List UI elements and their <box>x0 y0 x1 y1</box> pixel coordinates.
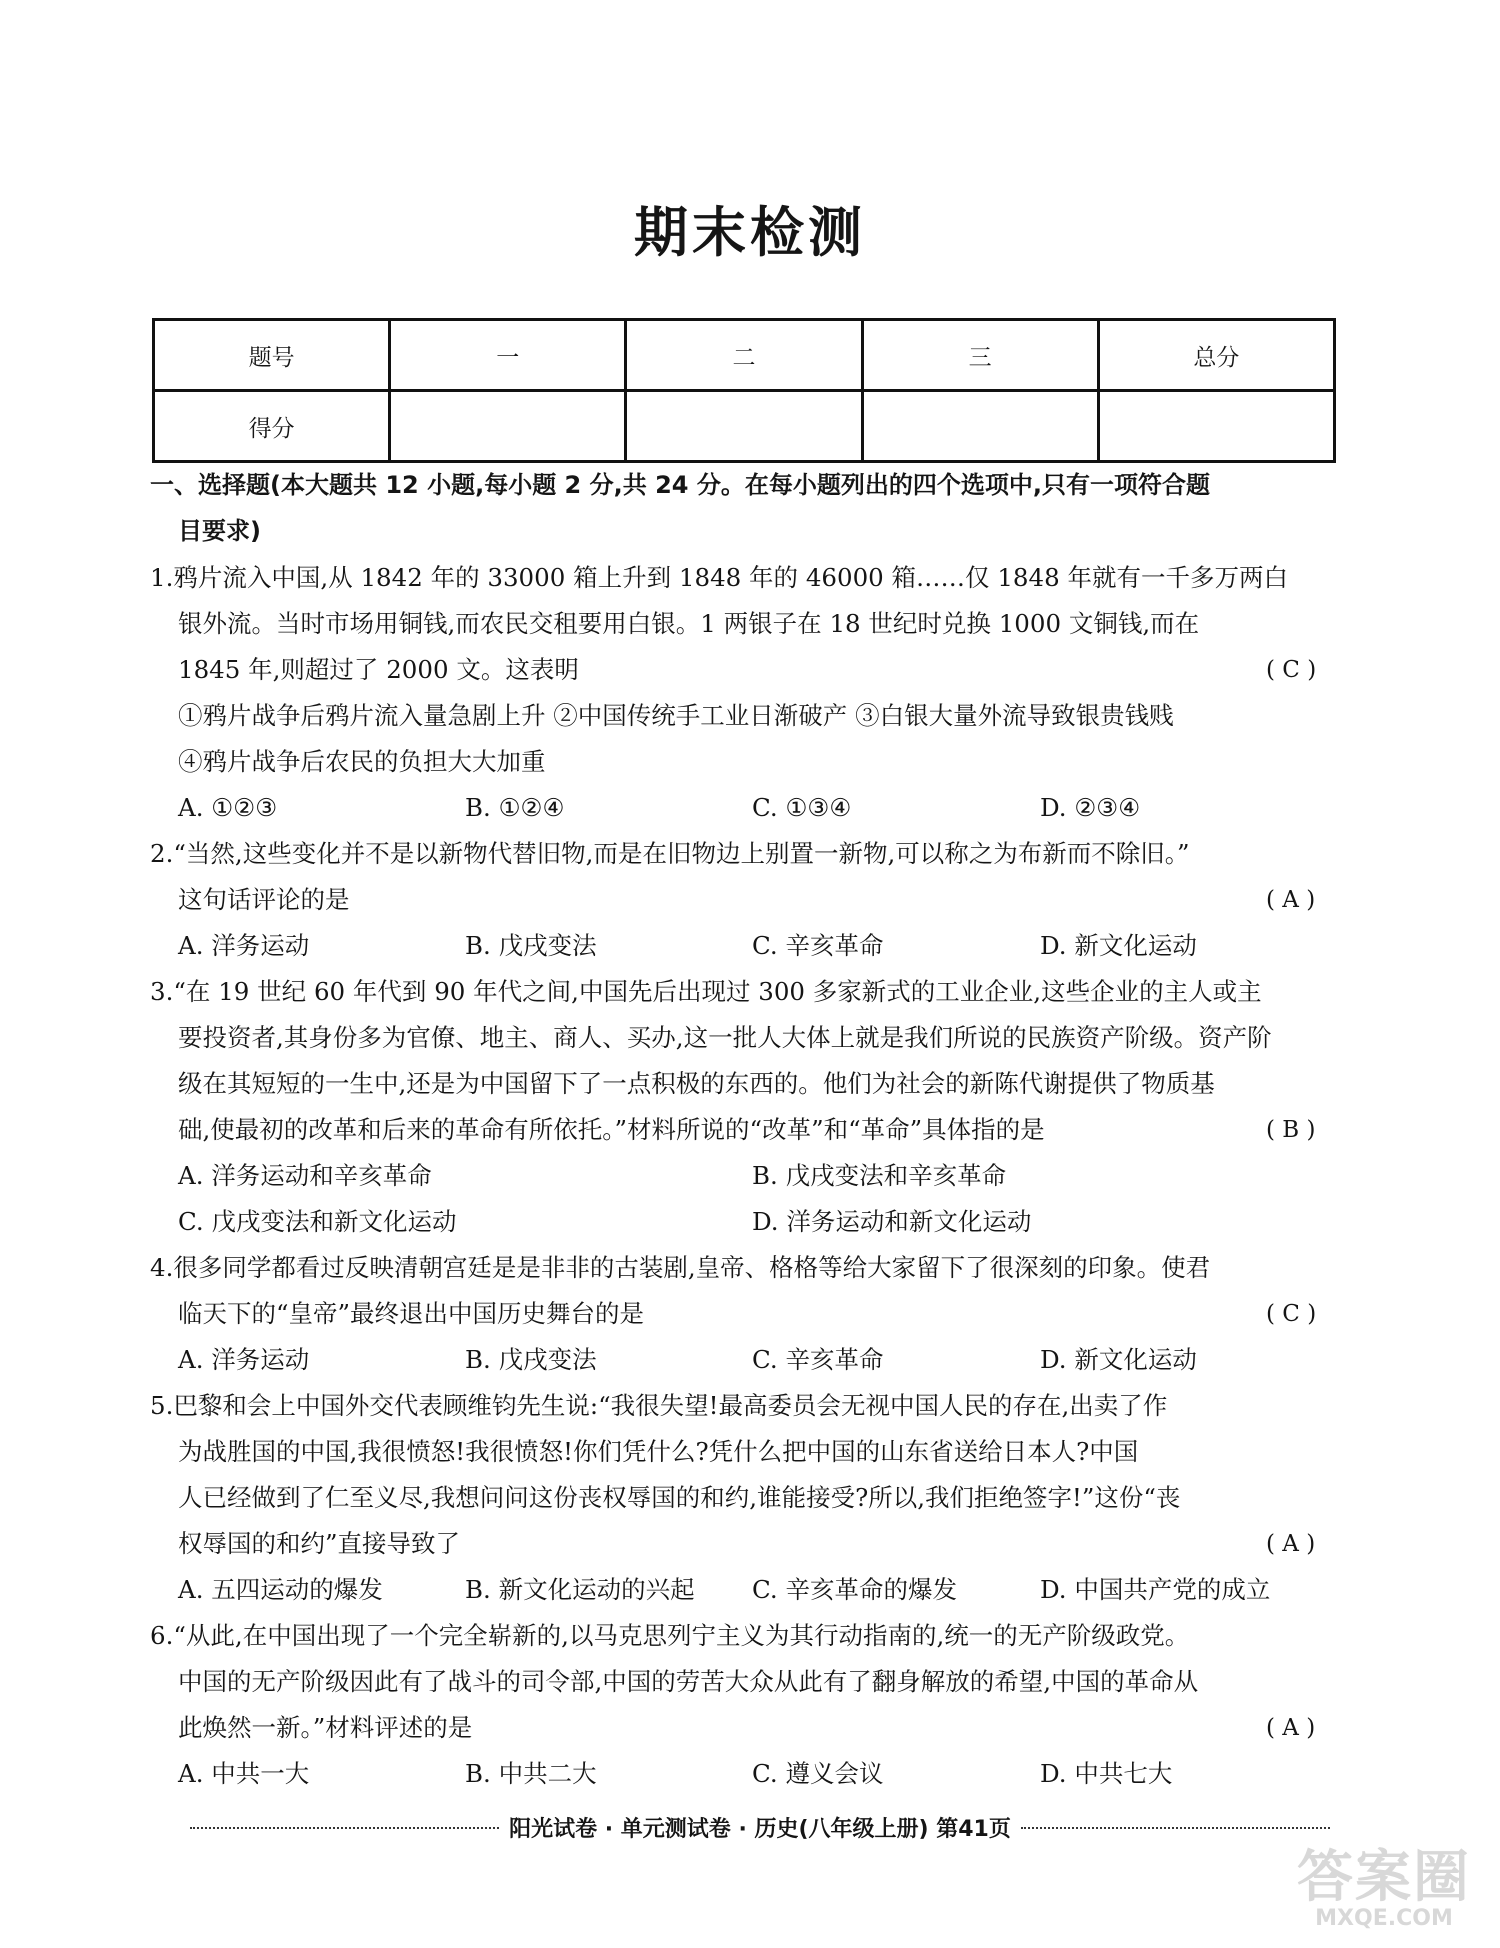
footer-dots-left <box>190 1827 499 1829</box>
q5-line2: 为战胜国的中国,我很愤怒!我很愤怒!你们凭什么?凭什么把中国的山东省送给日本人?中国 <box>178 1437 1139 1466</box>
q2-option-d: D. 新文化运动 <box>1040 931 1197 960</box>
q6-answer: ( A ) <box>1266 1715 1316 1741</box>
q3-line1: 3.“在 19 世纪 60 年代到 90 年代之间,中国先后出现过 300 多家新式的工业企业,这些企业的主人或主 <box>150 977 1262 1006</box>
score-cell-part3 <box>862 391 1098 462</box>
q1-option-c: C. ①③④ <box>752 793 852 822</box>
q2-line2: 这句话评论的是 <box>178 885 350 914</box>
q1-option-a: A. ①②③ <box>178 793 278 822</box>
footer-text: 阳光试卷 · 单元测试卷 · 历史(八年级上册) 第41页 <box>509 1817 1011 1842</box>
q3-answer: ( B ) <box>1266 1117 1316 1143</box>
q6-option-c: C. 遵义会议 <box>752 1759 884 1788</box>
score-cell-total <box>1098 391 1334 462</box>
header-cell-number: 题号 <box>154 320 390 391</box>
q4-line2: 临天下的“皇帝”最终退出中国历史舞台的是 <box>178 1299 645 1328</box>
score-row-label: 得分 <box>154 391 390 462</box>
q4-option-d: D. 新文化运动 <box>1040 1345 1197 1374</box>
q5-answer: ( A ) <box>1266 1531 1316 1557</box>
q2-option-b: B. 戊戌变法 <box>465 931 597 960</box>
q5-line1: 5.巴黎和会上中国外交代表顾维钧先生说:“我很失望!最高委员会无视中国人民的存在,出卖了作 <box>150 1391 1168 1420</box>
q6-option-a: A. 中共一大 <box>178 1759 310 1788</box>
score-table-header-row <box>154 320 1335 391</box>
q1-statement2: ④鸦片战争后农民的负担大大加重 <box>178 747 546 776</box>
header-cell-total: 总分 <box>1098 320 1334 391</box>
q6-line2: 中国的无产阶级因此有了战斗的司令部,中国的劳苦大众从此有了翻身解放的希望,中国的革命从 <box>178 1667 1199 1696</box>
q3-option-c: C. 戊戌变法和新文化运动 <box>178 1207 457 1236</box>
q1-answer: ( C ) <box>1266 657 1317 683</box>
page-footer <box>180 1812 1340 1843</box>
header-cell-part2: 二 <box>626 320 862 391</box>
q5-line4: 权辱国的和约”直接导致了 <box>178 1529 461 1558</box>
q4-line1: 4.很多同学都看过反映清朝宫廷是是非非的古装剧,皇帝、格格等给大家留下了很深刻的印象。使君 <box>150 1253 1211 1282</box>
watermark-main-text: 答案圈 <box>1297 1845 1471 1910</box>
q4-option-b: B. 戊戌变法 <box>465 1345 597 1374</box>
section-heading-line2: 目要求) <box>178 517 261 545</box>
q3-line2: 要投资者,其身份多为官僚、地主、商人、买办,这一批人大体上就是我们所说的民族资产阶级。资产阶 <box>178 1023 1272 1052</box>
q1-statement1: ①鸦片战争后鸦片流入量急剧上升 ②中国传统手工业日渐破产 ③白银大量外流导致银贵钱贱 <box>178 701 1174 730</box>
watermark-logo <box>1294 1845 1474 1932</box>
q5-option-b: B. 新文化运动的兴起 <box>465 1575 695 1604</box>
score-cell-part1 <box>390 391 626 462</box>
watermark-sub-text: MXQE.COM <box>1315 1906 1453 1931</box>
q5-option-d: D. 中国共产党的成立 <box>1040 1575 1271 1604</box>
q6-line1: 6.“从此,在中国出现了一个完全崭新的,以马克思列宁主义为其行动指南的,统一的无产阶级政党。 <box>150 1621 1190 1650</box>
q4-answer: ( C ) <box>1266 1301 1317 1327</box>
section-heading-line1: 一、选择题(本大题共 12 小题,每小题 2 分,共 24 分。在每小题列出的四个选项中,只有一项符合题 <box>150 471 1210 499</box>
q4-option-a: A. 洋务运动 <box>178 1345 310 1374</box>
q3-line4: 础,使最初的改革和后来的革命有所依托。”材料所说的“改革”和“革命”具体指的是 <box>178 1115 1045 1144</box>
q1-option-b: B. ①②④ <box>465 793 565 822</box>
score-table <box>152 318 1336 463</box>
q6-option-b: B. 中共二大 <box>465 1759 597 1788</box>
q2-option-c: C. 辛亥革命 <box>752 931 884 960</box>
q5-option-c: C. 辛亥革命的爆发 <box>752 1575 957 1604</box>
header-cell-part3: 三 <box>862 320 1098 391</box>
header-cell-part1: 一 <box>390 320 626 391</box>
q1-option-d: D. ②③④ <box>1040 793 1141 822</box>
q2-line1: 2.“当然,这些变化并不是以新物代替旧物,而是在旧物边上别置一新物,可以称之为布新而不除旧。” <box>150 839 1190 868</box>
footer-dots-right <box>1021 1827 1330 1829</box>
q3-line3: 级在其短短的一生中,还是为中国留下了一点积极的东西的。他们为社会的新陈代谢提供了物质基 <box>178 1069 1215 1098</box>
q1-line2: 银外流。当时市场用铜钱,而农民交租要用白银。1 两银子在 18 世纪时兑换 1000 文铜钱,而在 <box>178 609 1200 638</box>
q6-option-d: D. 中共七大 <box>1040 1759 1173 1788</box>
q6-line3: 此焕然一新。”材料评述的是 <box>178 1713 473 1742</box>
q3-option-a: A. 洋务运动和辛亥革命 <box>178 1161 432 1190</box>
q3-option-b: B. 戊戌变法和辛亥革命 <box>752 1161 1007 1190</box>
page-title: 期末检测 <box>634 201 866 264</box>
q2-answer: ( A ) <box>1266 887 1316 913</box>
q3-option-d: D. 洋务运动和新文化运动 <box>752 1207 1032 1236</box>
q1-line3: 1845 年,则超过了 2000 文。这表明 <box>178 655 579 684</box>
score-cell-part2 <box>626 391 862 462</box>
q4-option-c: C. 辛亥革命 <box>752 1345 884 1374</box>
q5-option-a: A. 五四运动的爆发 <box>178 1575 383 1604</box>
q5-line3: 人已经做到了仁至义尽,我想问问这份丧权辱国的和约,谁能接受?所以,我们拒绝签字!”这份“丧 <box>178 1483 1181 1512</box>
score-table-score-row <box>154 391 1335 462</box>
q2-option-a: A. 洋务运动 <box>178 931 310 960</box>
q1-line1: 1.鸦片流入中国,从 1842 年的 33000 箱上升到 1848 年的 46000 箱……仅 1848 年就有一千多万两白 <box>150 563 1288 592</box>
